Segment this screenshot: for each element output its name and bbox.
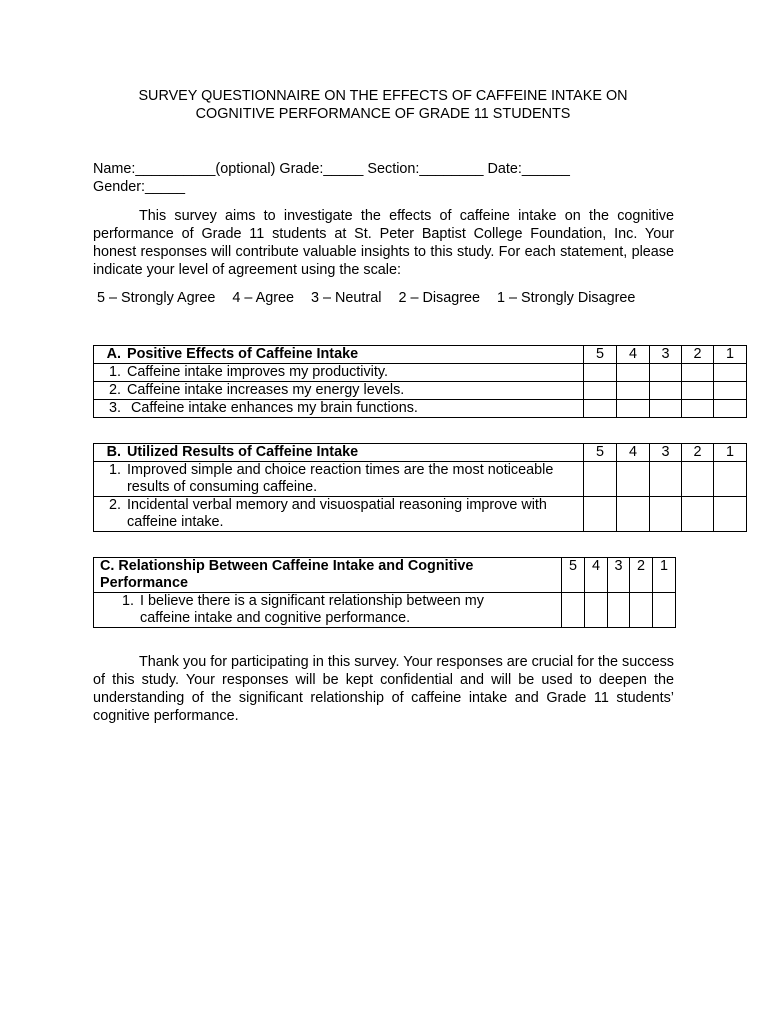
scale-3-label: 3 – Neutral: [311, 290, 382, 306]
rating-cell-1[interactable]: [714, 400, 747, 418]
question-number: 1.: [108, 462, 121, 478]
rating-cell-2[interactable]: [682, 364, 714, 382]
question-cell: [94, 364, 584, 382]
col-2-header: 2: [682, 346, 714, 364]
rating-cell-3[interactable]: [650, 364, 682, 382]
rating-cell-3[interactable]: [650, 497, 682, 532]
col-4-header: 4: [617, 444, 650, 462]
question-number: 2.: [108, 497, 121, 513]
question-text: I believe there is a significant relationship between my caffeine intake and cognitive performance.: [140, 593, 484, 626]
section-c-heading: C. Relationship Between Caffeine Intake and Cognitive Performance: [94, 558, 562, 593]
rating-cell-3[interactable]: [650, 400, 682, 418]
table-row: [94, 497, 747, 532]
col-2-header: 2: [630, 558, 653, 593]
section-b-title: Utilized Results of Caffeine Intake: [127, 444, 359, 460]
col-5-header: 5: [584, 444, 617, 462]
question-text: Caffeine intake increases my energy levels.: [127, 382, 405, 398]
question-cell: [94, 462, 584, 497]
rating-cell-4[interactable]: [617, 462, 650, 497]
col-3-header: 3: [650, 346, 682, 364]
rating-cell-2[interactable]: [630, 593, 653, 628]
rating-cell-1[interactable]: [714, 364, 747, 382]
rating-cell-4[interactable]: [617, 497, 650, 532]
question-text: Caffeine intake enhances my brain functions.: [127, 400, 418, 416]
question-text: Caffeine intake improves my productivity.: [127, 364, 389, 380]
section-a-header-row: [94, 346, 747, 364]
section-b-table: [93, 443, 747, 532]
col-3-header: 3: [650, 444, 682, 462]
question-cell: [94, 593, 562, 628]
question-number: 2.: [108, 382, 121, 398]
table-row: [94, 364, 747, 382]
section-a-letter: A.: [106, 346, 121, 362]
section-b-header-row: [94, 444, 747, 462]
rating-cell-1[interactable]: [653, 593, 676, 628]
rating-cell-1[interactable]: [714, 462, 747, 497]
title-line-1: SURVEY QUESTIONNAIRE ON THE EFFECTS OF CAFFEINE INTAKE ON: [138, 88, 628, 104]
section-b-heading: [94, 444, 584, 462]
rating-cell-2[interactable]: [682, 382, 714, 400]
scale-5-label: 5 – Strongly Agree: [97, 290, 216, 306]
rating-cell-5[interactable]: [584, 364, 617, 382]
col-3-header: 3: [608, 558, 630, 593]
survey-title: [93, 87, 673, 123]
respondent-fields-line-2: Gender:_____: [93, 179, 186, 195]
section-a-table: [93, 345, 747, 418]
rating-cell-4[interactable]: [617, 364, 650, 382]
rating-cell-4[interactable]: [585, 593, 608, 628]
table-row: [94, 382, 747, 400]
question-number: 1.: [121, 593, 134, 609]
rating-cell-5[interactable]: [584, 497, 617, 532]
rating-cell-5[interactable]: [562, 593, 585, 628]
col-1-header: 1: [653, 558, 676, 593]
rating-cell-3[interactable]: [650, 382, 682, 400]
rating-cell-5[interactable]: [584, 462, 617, 497]
col-1-header: 1: [714, 346, 747, 364]
intro-text: This survey aims to investigate the effects of caffeine intake on the cognitive performance of Grade 11 students at St. Peter Baptist College Foundation, Inc. Your honest responses will contribute valuable insights to this study. For each statement, please indicate your level of agreement using the scale:: [93, 208, 674, 278]
rating-cell-2[interactable]: [682, 462, 714, 497]
closing-paragraph: [93, 653, 674, 725]
rating-scale-legend: [97, 289, 648, 307]
question-cell: [94, 497, 584, 532]
table-row: [94, 593, 676, 628]
section-b-letter: B.: [106, 444, 121, 460]
col-2-header: 2: [682, 444, 714, 462]
section-a-heading: [94, 346, 584, 364]
col-4-header: 4: [617, 346, 650, 364]
title-line-2: COGNITIVE PERFORMANCE OF GRADE 11 STUDENTS: [195, 106, 571, 122]
scale-4-label: 4 – Agree: [232, 290, 295, 306]
rating-cell-2[interactable]: [682, 400, 714, 418]
scale-2-label: 2 – Disagree: [398, 290, 481, 306]
question-number: 3.: [108, 400, 121, 416]
scale-1-label: 1 – Strongly Disagree: [497, 290, 636, 306]
table-row: [94, 400, 747, 418]
col-5-header: 5: [584, 346, 617, 364]
intro-paragraph: [93, 207, 674, 279]
respondent-fields-line-1: Name:__________(optional) Grade:_____ Section:________ Date:______: [93, 161, 570, 177]
section-a-title: Positive Effects of Caffeine Intake: [127, 346, 359, 362]
rating-cell-5[interactable]: [584, 400, 617, 418]
question-cell: [94, 382, 584, 400]
closing-text: Thank you for participating in this survey. Your responses are crucial for the success of this study. Your responses will be kept confidential and will be used to deepen the understanding of the significant relationship of caffeine intake and Grade 11 students’ cognitive performance.: [93, 654, 674, 724]
table-row: [94, 462, 747, 497]
rating-cell-1[interactable]: [714, 382, 747, 400]
question-text: Incidental verbal memory and visuospatial reasoning improve with caffeine intake.: [127, 497, 547, 530]
question-text: Improved simple and choice reaction times are the most noticeable results of consuming caffeine.: [127, 462, 554, 495]
col-4-header: 4: [585, 558, 608, 593]
question-cell: [94, 400, 584, 418]
col-1-header: 1: [714, 444, 747, 462]
rating-cell-3[interactable]: [608, 593, 630, 628]
rating-cell-3[interactable]: [650, 462, 682, 497]
section-c-header-row: [94, 558, 676, 593]
rating-cell-5[interactable]: [584, 382, 617, 400]
rating-cell-4[interactable]: [617, 382, 650, 400]
question-number: 1.: [108, 364, 121, 380]
rating-cell-4[interactable]: [617, 400, 650, 418]
rating-cell-1[interactable]: [714, 497, 747, 532]
rating-cell-2[interactable]: [682, 497, 714, 532]
section-c-table: [93, 557, 676, 628]
col-5-header: 5: [562, 558, 585, 593]
